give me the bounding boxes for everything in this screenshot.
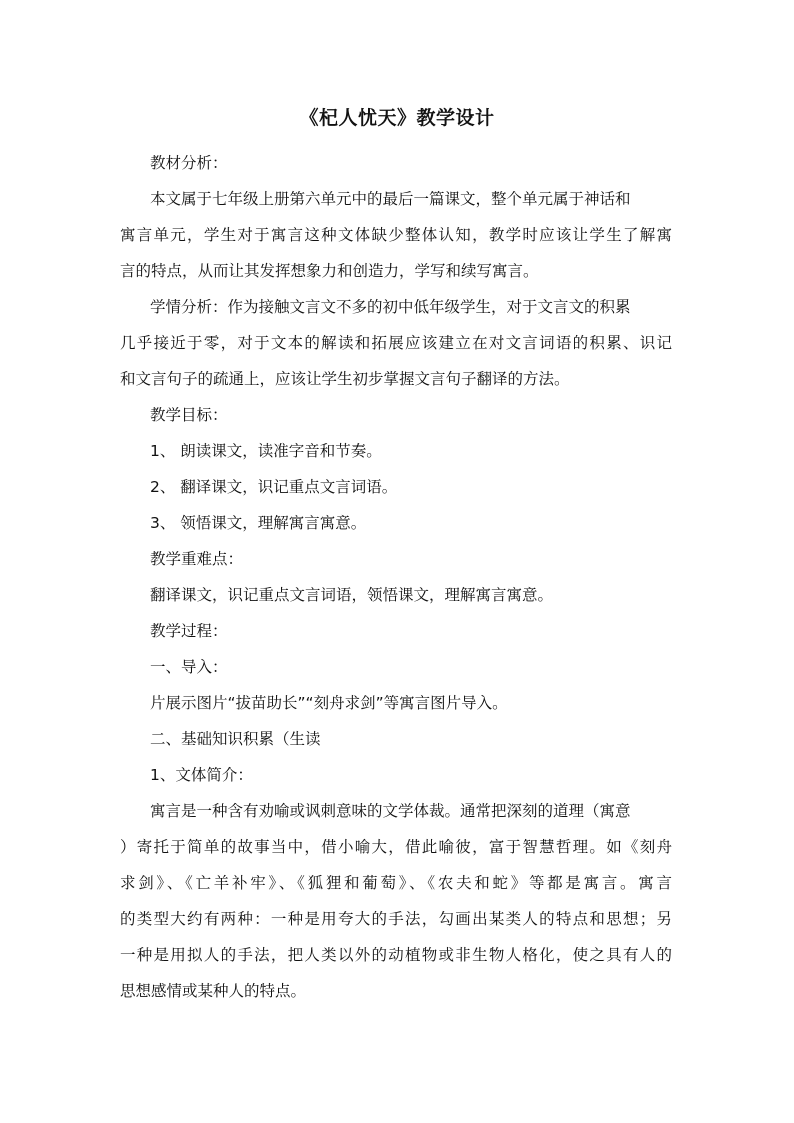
paragraph-line: 几乎接近于零，对于文本的解读和拓展应该建立在对文言词语的积累、识记 <box>120 334 672 352</box>
paragraph-line: 和文言句子的疏通上，应该让学生初步掌握文言句子翻译的方法。 <box>120 370 570 388</box>
paragraph-line: 学情分析：作为接触文言文不多的初中低年级学生，对于文言文的积累 <box>150 298 631 316</box>
section-heading-teaching-goals: 教学目标： <box>150 406 228 424</box>
paragraph-line: 的类型大约有两种：一种是用夸大的手法，勾画出某类人的特点和思想；另 <box>120 910 672 928</box>
paragraph-line: 思想感情或某种人的特点。 <box>120 982 307 1000</box>
paragraph-line: 言的特点，从而让其发挥想象力和创造力，学写和续写寓言。 <box>120 262 539 280</box>
paragraph-line: 翻译课文，识记重点文言词语，领悟课文，理解寓言寓意。 <box>150 586 554 604</box>
paragraph-line: 片展示图片“拔苗助长”“刻舟求剑”等寓言图片导入。 <box>150 694 508 712</box>
section-heading-teaching-process: 教学过程： <box>150 622 228 640</box>
section-heading-key-points: 教学重难点： <box>150 550 244 568</box>
paragraph-line: ）寄托于简单的故事当中，借小喻大，借此喻彼，富于智慧哲理。如《刻舟 <box>120 838 672 856</box>
paragraph-line: 求剑》、《亡羊补牢》、《狐狸和葡萄》、《农夫和蛇》等都是寓言。寓言 <box>120 874 672 892</box>
paragraph-line: 寓言是一种含有劝喻或讽刺意味的文学体裁。通常把深刻的道理（寓意 <box>150 802 631 820</box>
goal-item: 3、 领悟课文，理解寓言寓意。 <box>150 514 367 532</box>
paragraph-line: 寓言单元，学生对于寓言这种文体缺少整体认知，教学时应该让学生了解寓 <box>120 226 672 244</box>
paragraph-line: 一种是用拟人的手法，把人类以外的动植物或非生物人格化，使之具有人的 <box>120 946 672 964</box>
subsection-heading-basics: 二、基础知识积累（生读 <box>150 730 321 748</box>
paragraph-line: 本文属于七年级上册第六单元中的最后一篇课文，整个单元属于神话和 <box>150 190 631 208</box>
section-heading-textbook-analysis: 教材分析： <box>150 154 228 172</box>
subsection-heading-intro: 一、导入： <box>150 658 228 676</box>
subsection-heading-genre-intro: 1、文体简介： <box>150 766 253 784</box>
goal-item: 2、 翻译课文，识记重点文言词语。 <box>150 478 398 496</box>
goal-item: 1、 朗读课文，读准字音和节奏。 <box>150 442 382 460</box>
document-title: 《杞人忧天》教学设计 <box>299 107 495 129</box>
